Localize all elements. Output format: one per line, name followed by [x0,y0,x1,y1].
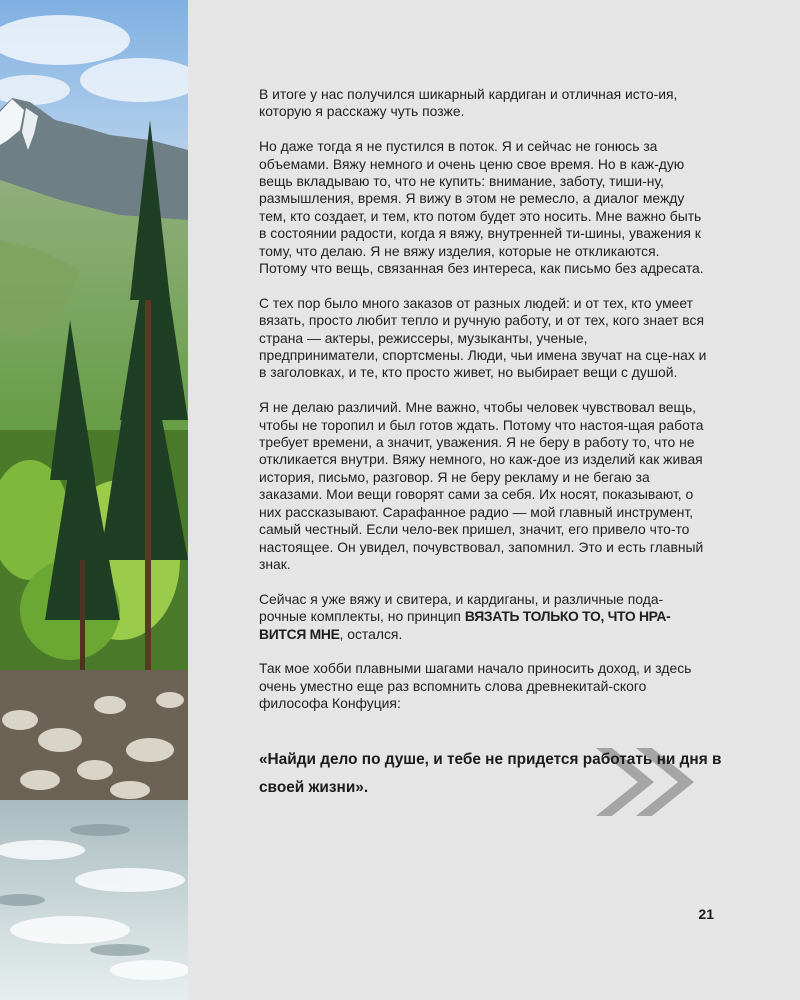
paragraph-3: С тех пор было много заказов от разных людей: и от тех, кто умеет вязать, просто любит тепло и ручную работу, и от тех, кого знает вся страна — актеры, режиссеры, музыканты, ученые, предприниматели, спортсмены. Люди, чьи имена звучат на сце-нах и в заголовках, и те, кто просто живет, но выбирает вещи с душой. [259,294,707,381]
paragraph-5-before: Сейчас я уже вяжу и свитера, и кардиганы, и различные пода-рочные комплекты, но принцип [259,590,664,625]
confucius-quote: «Найди дело по душе, и тебе не придется работать ни дня в своей жизни». [259,751,722,796]
article-text [259,86,709,730]
text-page [188,0,800,1000]
paragraph-1: В итоге у нас получился шикарный кардиган и отличная исто-ия, которую я расскажу чуть позже. [259,86,678,120]
principle-emphasis: ВЯЗАТЬ ТОЛЬКО ТО, ЧТО НРА-ВИТСЯ МНЕ [259,608,671,642]
paragraph-6: Так мое хобби плавными шагами начало приносить доход, и здесь очень уместно еще раз вспомнить слова древнекитай-ского философа Конфуция: [259,660,692,712]
page-number: 21 [698,906,714,922]
paragraph-4: Я не делаю различий. Мне важно, чтобы человек чувствовал вещь, чтобы не торопил и был готов ждать. Потому что настоя-щая работа требует времени, а значит, уважения. Я не беру в работу то, что не откликается внутри. Вяжу немного, но каж-дое из изделий как живая история, письмо, разговор. Я не беру рекламу и не бегаю за заказами. Мои вещи говорят сами за себя. Их носят, показывают, о них рассказывают. Сарафанное радио — мой главный инструмент, самый честный. Если чело-век пришел, значит, его привело что-то настоящее. Он увидел, почувствовал, запомнил. Это и есть главный знак. [259,399,704,572]
paragraph-5 [259,591,709,643]
mountain-river-photo [0,0,188,1000]
paragraph-5-after: , остался. [339,625,403,642]
paragraph-2: Но даже тогда я не пустился в поток. Я и сейчас не гонюсь за объемами. Вяжу немного и очень ценю свое время. Но в каж-дую вещь вкладываю то, что не купить: внимание, заботу, тиши-ну, размышления, время. Я вижу в этом не ремесло, а диалог между тем, кто создает, и тем, кто потом будет это носить. Мне важно быть в состоянии радости, когда я вяжу, внутренней ти-шины, уважения к тому, что делаю. Я не вяжу изделия, которые не откликаются. Потому что вещь, связанная без интереса, как письмо без адресата. [259,138,704,277]
